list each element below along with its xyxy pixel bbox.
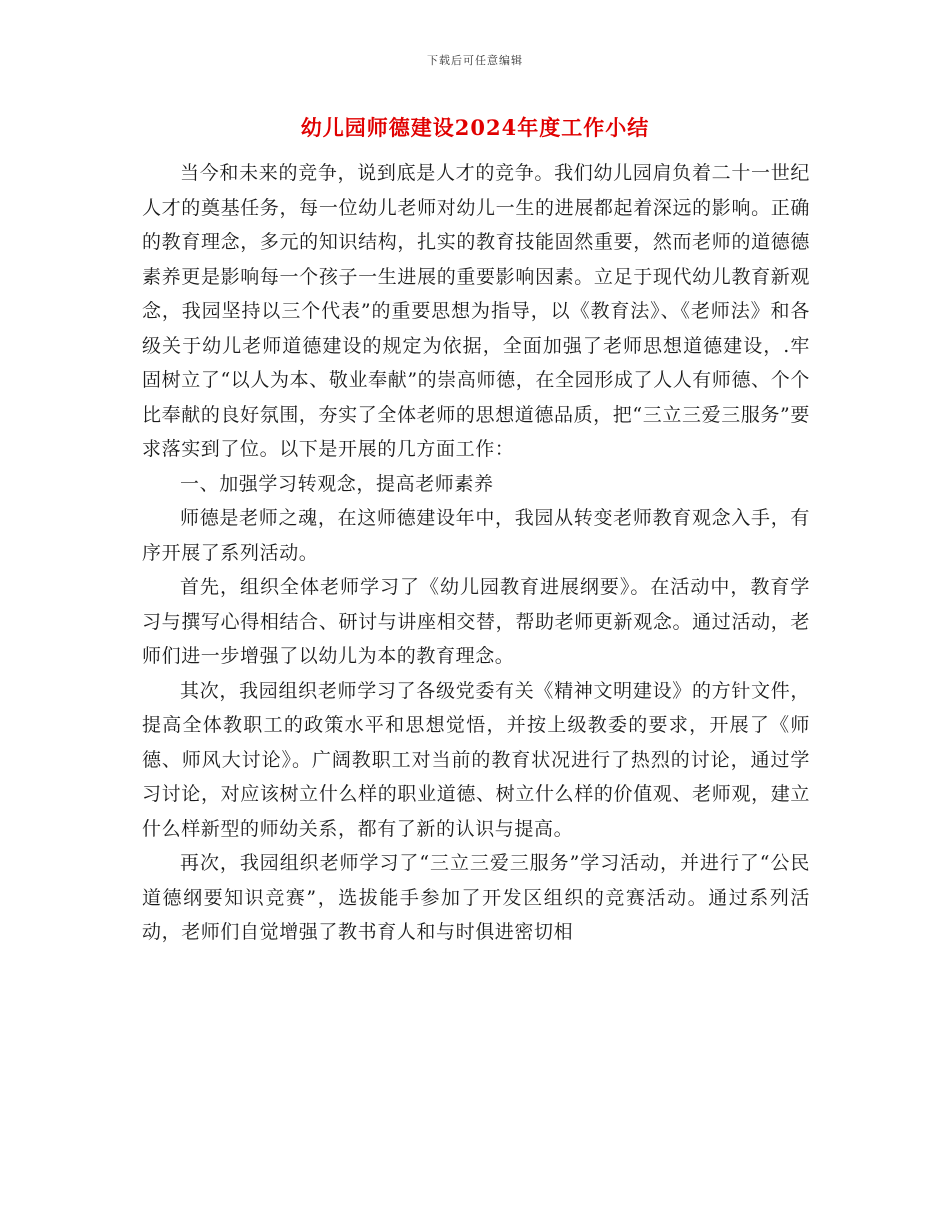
paragraph-section-1: 师德是老师之魂，在这师德建设年中，我园从转变老师教育观念入手，有序开展了系列活动。 [142,507,810,564]
header-note: 下载后可任意编辑 [427,54,523,67]
paragraph-intro: 当今和未来的竞争，说到底是人才的竞争。我们幼儿园肩负着二十一世纪人才的奠基任务，每一位幼儿老师对幼儿一生的进展都起着深远的影响。正确的教育理念，多元的知识结构，扎实的教育技能固然重要，然而老师的道德德素养更是影响每一个孩子一生进展的重要影响因素。立足于现代幼儿教育新观念，我园坚持以三个代表”的重要思想为指导，以《教育法》、《老师法》和各级关于幼儿老师道德建设的规定为依据，全面加强了老师思想道德建设，.牢固树立了“以人为本、敬业奉献”的崇高师德，在全园形成了人人有师德、个个比奉献的良好氛围，夯实了全体老师的思想道德品质，把“三立三爱三服务”要求落实到了位。以下是开展的几方面工作： [142,162,810,460]
paragraph-third: 再次，我园组织老师学习了“三立三爱三服务”学习活动，并进行了“公民道德纲要知识竞赛”，选拔能手参加了开发区组织的竞赛活动。通过系列活动，老师们自觉增强了教书育人和与时俱进密切相 [142,852,810,943]
document-title: 幼儿园师德建设2024年度工作小结 [300,115,650,140]
section-heading-1: 一、加强学习转观念，提高老师素养 [180,472,494,495]
document-body [142,156,810,950]
paragraph-second: 其次，我园组织老师学习了各级党委有关《精神文明建设》的方针文件，提高全体教职工的政策水平和思想觉悟，并按上级教委的要求，开展了《师德、师风大讨论》。广阔教职工对当前的教育状况进行了热烈的讨论，通过学习讨论，对应该树立什么样的职业道德、树立什么样的价值观、老师观，建立什么样新型的师幼关系，都有了新的认识与提高。 [142,679,810,840]
paragraph-first: 首先，组织全体老师学习了《幼儿园教育进展纲要》。在活动中，教育学习与撰写心得相结合、研讨与讲座相交替，帮助老师更新观念。通过活动，老师们进一步增强了以幼儿为本的教育理念。 [142,576,810,667]
